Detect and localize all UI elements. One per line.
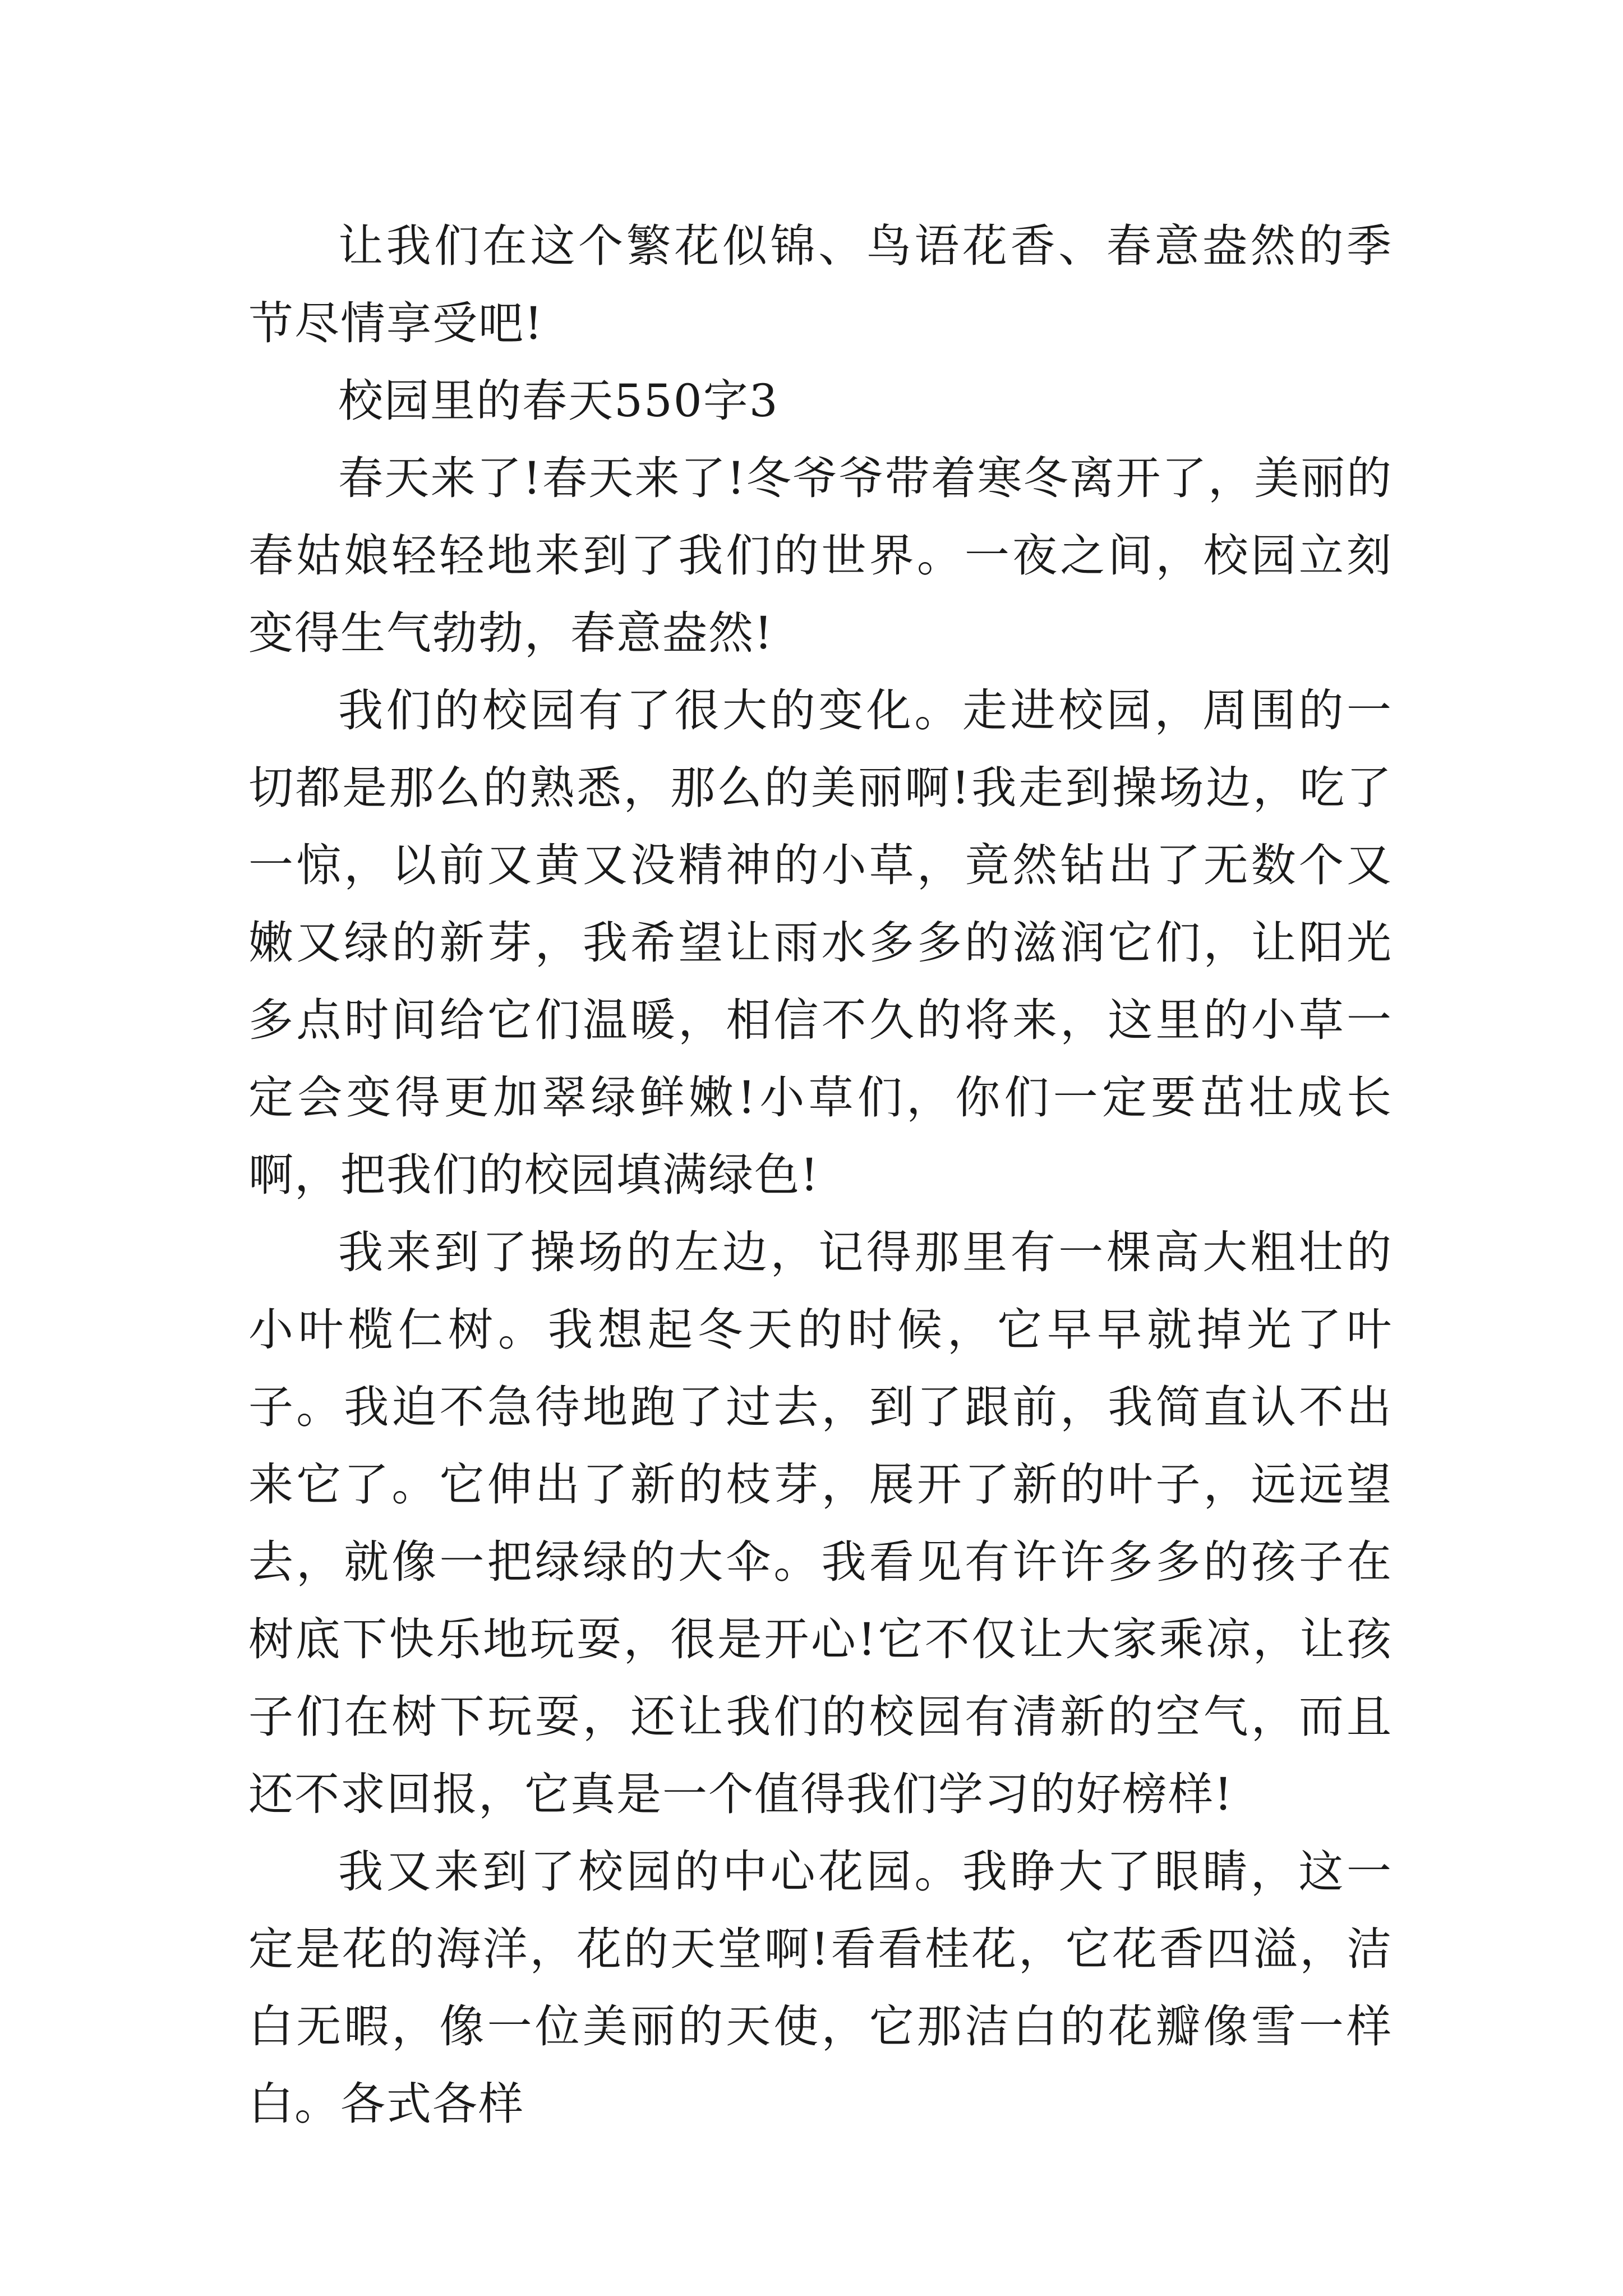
article-body [248, 208, 1393, 2143]
paragraph-campus-change: 我们的校园有了很大的变化。走进校园，周围的一切都是那么的熟悉，那么的美丽啊!我走到操场边，吃了一惊，以前又黄又没精神的小草，竟然钻出了无数个又嫩又绿的新芽，我希望让雨水多多的滋润它们，让阳光多点时间给它们温暖，相信不久的将来，这里的小草一定会变得更加翠绿鲜嫩!小草们，你们一定要茁壮成长啊，把我们的校园填满绿色! [248, 684, 1393, 1201]
paragraph-closing: 让我们在这个繁花似锦、鸟语花香、春意盎然的季节尽情享受吧! [248, 220, 1393, 349]
section-title: 校园里的春天550字3 [338, 375, 779, 427]
paragraph-garden: 我又来到了校园的中心花园。我睁大了眼睛，这一定是花的海洋，花的天堂啊!看看桂花，它花香四溢，洁白无暇，像一位美丽的天使，它那洁白的花瓣像雪一样白。各式各样 [248, 1846, 1393, 2130]
paragraph-tree: 我来到了操场的左边，记得那里有一棵高大粗壮的小叶榄仁树。我想起冬天的时候，它早早就掉光了叶子。我迫不急待地跑了过去，到了跟前，我简直认不出来它了。它伸出了新的枝芽，展开了新的叶子，远远望去，就像一把绿绿的大伞。我看见有许许多多的孩子在树底下快乐地玩耍，很是开心!它不仅让大家乘凉，让孩子们在树下玩耍，还让我们的校园有清新的空气，而且还不求回报，它真是一个值得我们学习的好榜样! [248, 1226, 1393, 1820]
paragraph-intro: 春天来了!春天来了!冬爷爷带着寒冬离开了，美丽的春姑娘轻轻地来到了我们的世界。一夜之间，校园立刻变得生气勃勃，春意盎然! [248, 452, 1393, 659]
